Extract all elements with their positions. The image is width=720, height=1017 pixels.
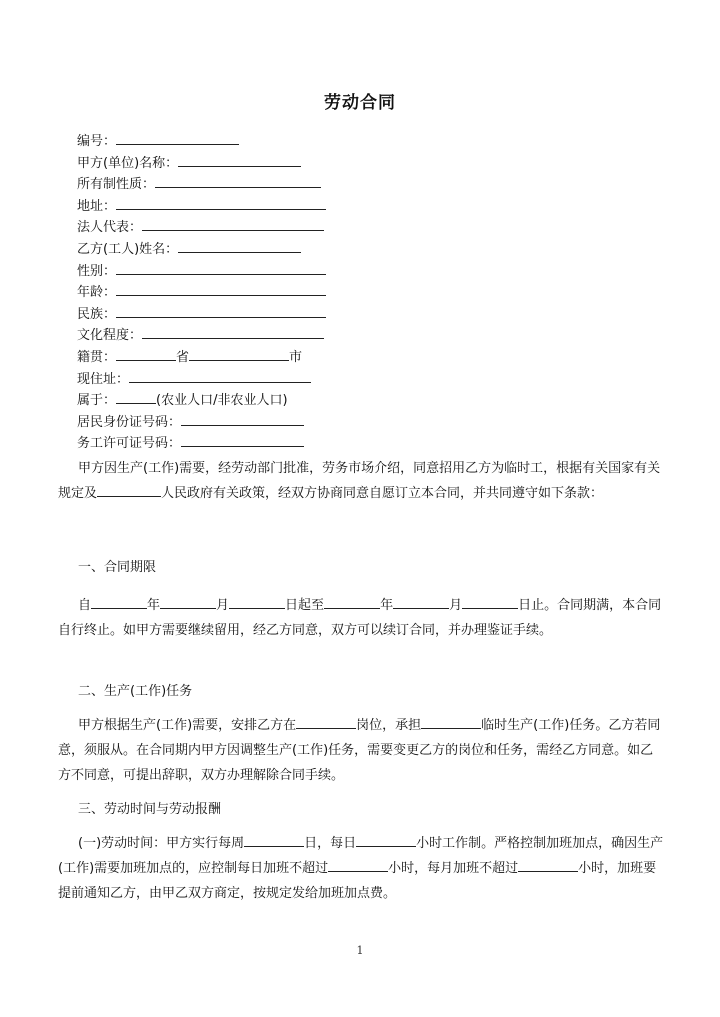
fill-blank[interactable] (244, 833, 304, 847)
intro-text: 甲方因生产(工作)需要，经劳动部门批准，劳务市场介绍，同意招用乙方为临时工，根据有关国家有关规定及 (58, 461, 661, 501)
section-heading: 三、劳动时间与劳动报酬 (78, 802, 222, 817)
fill-blank[interactable] (91, 595, 147, 609)
field-label: 编号： (77, 134, 117, 149)
fill-blank[interactable] (229, 595, 285, 609)
field-label: 文化程度： (77, 328, 143, 344)
city-label: 市 (289, 349, 303, 365)
section-text: 年 (380, 598, 394, 613)
field-label: 民族： (77, 306, 117, 322)
fill-blank[interactable] (296, 715, 356, 729)
fill-blank[interactable] (393, 595, 449, 609)
section-text: 小时，每月加班不超过 (388, 861, 519, 876)
section-text: 自 (78, 598, 92, 613)
province-label: 省 (176, 349, 190, 365)
field-label: 年龄： (77, 285, 117, 301)
section2-paragraph (58, 713, 664, 788)
section-text: 小时工作制。严格控制加班加点，确因生产(工作)需要加班加点的，应控制每日加班不超过 (58, 836, 664, 876)
section-text: 月 (216, 598, 230, 613)
field-native-place (77, 347, 326, 369)
section-text: 小时，加班要提前通知乙方，由甲乙双方商定，按规定发给加班加点费。 (58, 861, 657, 901)
fill-blank[interactable] (116, 261, 326, 275)
fill-blank[interactable] (129, 369, 311, 383)
field-belongs (77, 390, 326, 412)
fill-blank[interactable] (328, 858, 388, 872)
fill-blank[interactable] (421, 715, 481, 729)
field-label: 甲方(单位)名称： (77, 155, 179, 171)
field-label: 居民身份证号码： (77, 414, 182, 430)
section-text: 月 (449, 598, 463, 613)
fill-blank[interactable] (116, 304, 326, 318)
field-address (77, 196, 326, 218)
fill-blank[interactable] (518, 858, 578, 872)
fill-blank[interactable] (160, 595, 216, 609)
field-id-number (77, 412, 326, 434)
field-label: 法人代表： (77, 220, 143, 236)
fill-blank[interactable] (324, 595, 380, 609)
field-age (77, 282, 326, 304)
page-number: 1 (356, 944, 364, 957)
section-text: 岗位，承担 (356, 718, 422, 733)
section-text: (一)劳动时间：甲方实行每周 (78, 836, 245, 851)
field-party-a (77, 153, 326, 175)
fill-blank[interactable] (155, 174, 321, 188)
fill-blank[interactable] (462, 595, 518, 609)
fill-blank[interactable] (356, 833, 416, 847)
field-label: 乙方(工人)姓名： (77, 241, 179, 257)
section1-paragraph (58, 593, 664, 643)
field-label: 现住址： (77, 371, 130, 387)
field-label: 籍贯： (77, 349, 117, 365)
section-text: 日起至 (285, 598, 325, 613)
section3-paragraph (58, 831, 664, 906)
field-label: 地址： (77, 198, 117, 214)
section-text: 甲方根据生产(工作)需要，安排乙方在 (78, 718, 297, 733)
fill-blank[interactable] (116, 390, 156, 404)
field-education (77, 325, 326, 347)
belongs-options: (农业人口/非农业人口) (156, 393, 288, 409)
section-text: 年 (147, 598, 161, 613)
section-text: 日，每日 (304, 836, 357, 851)
fill-blank[interactable] (181, 412, 304, 426)
document-title: 劳动合同 (324, 93, 396, 113)
fill-blank[interactable] (142, 217, 324, 231)
section-text: 日止。合同期满，本合同自行终止。如甲方需要继续留用，经乙方同意，双方可以续订合同，并办理鉴证手续。 (58, 598, 662, 638)
field-label: 所有制性质： (77, 177, 156, 193)
field-residence (77, 369, 326, 391)
intro-text: 人民政府有关政策，经双方协商同意自愿订立本合同，并共同遵守如下条款： (161, 486, 604, 501)
fill-blank[interactable] (116, 347, 176, 361)
fill-blank[interactable] (181, 433, 304, 447)
field-party-b (77, 239, 326, 261)
field-work-permit (77, 433, 326, 455)
fill-blank[interactable] (189, 347, 289, 361)
field-ethnicity (77, 304, 326, 326)
field-gender (77, 261, 326, 283)
field-label: 属于： (77, 393, 117, 409)
fill-blank[interactable] (178, 153, 301, 167)
field-label: 性别： (77, 263, 117, 279)
fill-blank[interactable] (97, 483, 161, 497)
intro-paragraph (58, 456, 664, 506)
fill-blank[interactable] (178, 239, 301, 253)
section-heading: 二、生产(工作)任务 (78, 684, 193, 699)
field-label: 务工许可证号码： (77, 436, 182, 452)
fill-blank[interactable] (116, 131, 239, 145)
section-heading: 一、合同期限 (78, 560, 157, 575)
fill-blank[interactable] (142, 325, 324, 339)
fill-blank[interactable] (116, 196, 326, 210)
section-text: 临时生产(工作)任务。乙方若同意，须服从。在合同期内甲方因调整生产(工作)任务，需要变更乙方的岗位和任务，需经乙方同意。如乙方不同意，可提出辞职，双方办理解除合同手续。 (58, 718, 661, 783)
field-legal-rep (77, 217, 326, 239)
field-ownership (77, 174, 326, 196)
contract-fields (77, 131, 326, 455)
fill-blank[interactable] (116, 282, 326, 296)
field-number (77, 131, 326, 153)
